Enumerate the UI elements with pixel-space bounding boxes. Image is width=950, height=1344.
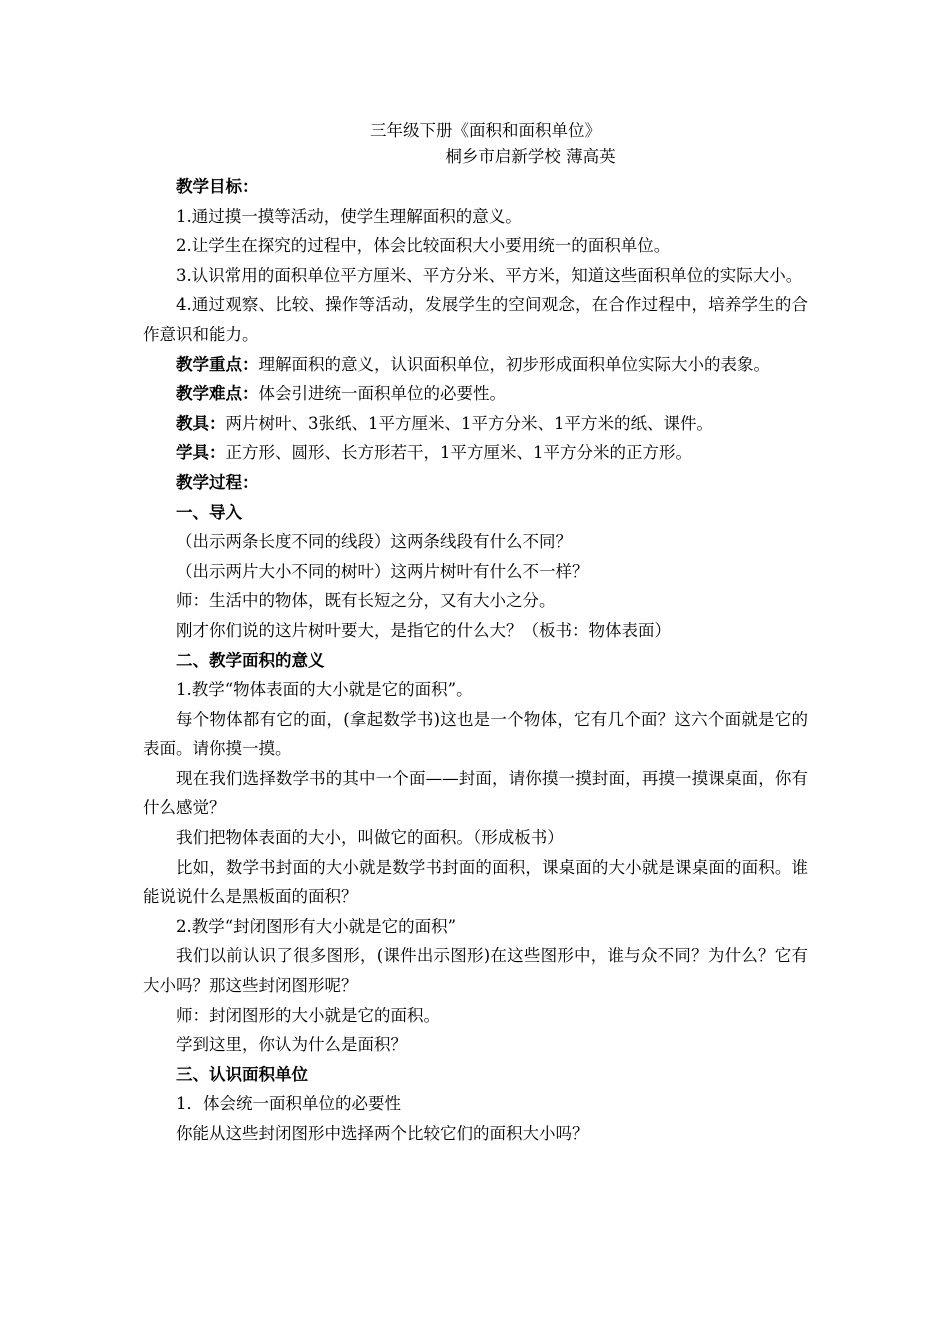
difficulty-label: 教学难点：	[176, 384, 259, 404]
section-heading: 一、导入	[176, 502, 242, 522]
process-heading: 教学过程：	[176, 472, 259, 492]
section-heading: 二、教学面积的意义	[176, 650, 325, 670]
teacher-tools-label: 教具：	[176, 413, 226, 433]
section-paragraph: 刚才你们说的这片树叶要大，是指它的什么大？（板书：物体表面）	[176, 620, 671, 640]
teacher-tools-paragraph	[143, 409, 808, 439]
document-page	[143, 118, 808, 1149]
objective-item: 1.通过摸一摸等活动，使学生理解面积的意义。	[176, 206, 522, 226]
section-paragraph: （出示两片大小不同的树叶）这两片树叶有什么不一样？	[176, 561, 589, 581]
key-point-text: 理解面积的意义，认识面积单位，初步形成面积单位实际大小的表象。	[258, 354, 770, 374]
difficulty-text: 体会引进统一面积单位的必要性。	[258, 384, 506, 404]
difficulty-paragraph	[143, 379, 808, 409]
document-title: 三年级下册《面积和面积单位》	[370, 121, 601, 140]
student-tools-label: 学具：	[176, 443, 226, 463]
student-tools-text: 正方形、圆形、长方形若干，1平方厘米、1平方分米的正方形。	[225, 443, 692, 463]
key-point-paragraph	[143, 350, 808, 380]
objective-item: 4.通过观察、比较、操作等活动，发展学生的空间观念，在合作过程中，培养学生的合作意识和能力。	[143, 295, 808, 344]
section-paragraph: （出示两条长度不同的线段）这两条线段有什么不同？	[176, 532, 572, 552]
section-paragraph: 1.教学“物体表面的大小就是它的面积”。	[176, 680, 473, 700]
section-paragraph: 我们把物体表面的大小，叫做它的面积。（形成板书）	[176, 828, 564, 848]
teacher-tools-text: 两片树叶、3张纸、1平方厘米、1平方分米、1平方米的纸、课件。	[225, 413, 713, 433]
student-tools-paragraph	[143, 438, 808, 468]
section-paragraph: 每个物体都有它的面，(拿起数学书)这也是一个物体，它有几个面？这六个面就是它的表面。请你摸一摸。	[143, 709, 808, 759]
objective-item: 2.让学生在探究的过程中，体会比较面积大小要用统一的面积单位。	[176, 236, 671, 256]
section-paragraph: 1．体会统一面积单位的必要性	[176, 1094, 401, 1114]
key-point-label: 教学重点：	[176, 354, 259, 374]
section-paragraph: 我们以前认识了很多图形，(课件出示图形)在这些图形中，谁与众不同？为什么？它有大小吗？那这些封闭图形呢？	[143, 946, 808, 996]
section-paragraph: 比如，数学书封面的大小就是数学书封面的面积，课桌面的大小就是课桌面的面积。谁能说说什么是黑板面的面积？	[143, 857, 808, 907]
objective-item: 3.认识常用的面积单位平方厘米、平方分米、平方米，知道这些面积单位的实际大小。	[176, 265, 803, 285]
objectives-heading: 教学目标：	[176, 177, 259, 196]
section-paragraph: 你能从这些封闭图形中选择两个比较它们的面积大小吗？	[176, 1124, 589, 1143]
section-paragraph: 师：生活中的物体，既有长短之分，又有大小之分。	[176, 591, 556, 611]
section-paragraph: 2.教学“封闭图形有大小就是它的面积”	[176, 916, 457, 936]
section-heading: 三、认识面积单位	[176, 1064, 308, 1084]
section-paragraph: 现在我们选择数学书的其中一个面——封面，请你摸一摸封面，再摸一摸课桌面，你有什么感觉？	[143, 768, 808, 818]
section-paragraph: 师：封闭图形的大小就是它的面积。	[176, 1005, 440, 1025]
section-paragraph: 学到这里，你认为什么是面积？	[176, 1035, 407, 1055]
document-author: 桐乡市启新学校 薄高英	[445, 147, 616, 166]
